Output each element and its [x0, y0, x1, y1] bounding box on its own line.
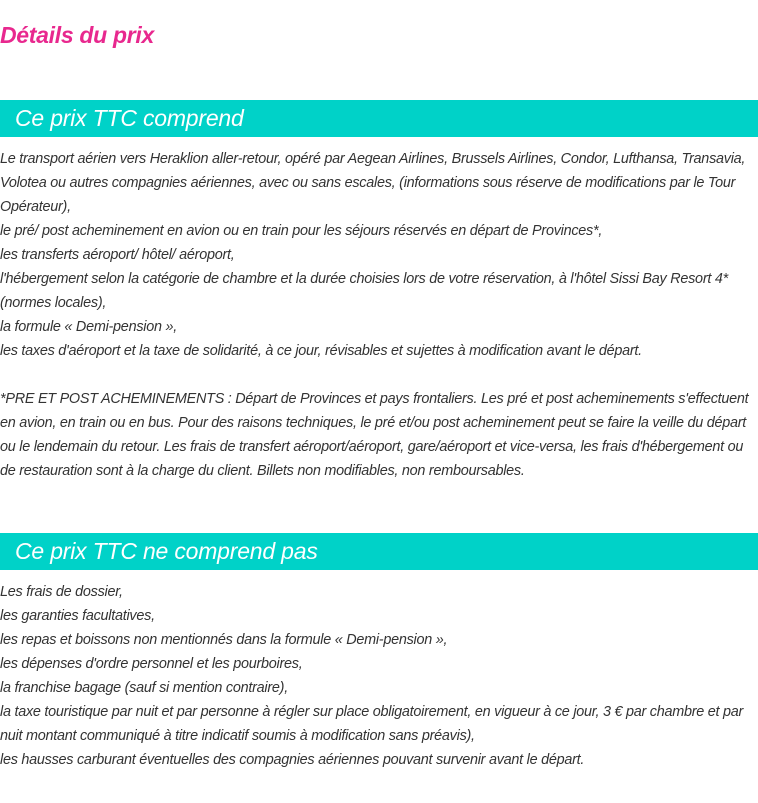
- includes-item-taxes: les taxes d'aéroport et la taxe de solidarité, à ce jour, révisables et sujettes à modification avant le départ.: [0, 343, 642, 359]
- page-title: Détails du prix: [0, 22, 154, 48]
- includes-item-pre-post-transport: le pré/ post acheminement en avion ou en train pour les séjours réservés en départ de Provinces*,: [0, 223, 603, 239]
- includes-list: [0, 147, 756, 363]
- excludes-item-fuel-surcharge: les hausses carburant éventuelles des compagnies aériennes pouvant survenir avant le départ.: [0, 752, 585, 768]
- excludes-item-baggage: la franchise bagage (sauf si mention contraire),: [0, 680, 288, 696]
- includes-item-accommodation: l'hébergement selon la catégorie de chambre et la durée choisies lors de votre réservation, à l'hôtel Sissi Bay Resort 4* (normes locales),: [0, 271, 728, 311]
- excludes-item-tourist-tax: la taxe touristique par nuit et par personne à régler sur place obligatoirement, en vigueur à ce jour, 3 € par chambre et par nuit montant communiqué à titre indicatif soumis à modification sans préavis),: [0, 704, 744, 744]
- includes-item-transfers: les transferts aéroport/ hôtel/ aéroport,: [0, 247, 235, 263]
- pre-post-transport-note: *PRE ET POST ACHEMINEMENTS : Départ de Provinces et pays frontaliers. Les pré et post acheminements s'effectuent en avion, en train ou en bus. Pour des raisons techniques, le pré et/ou post acheminement peut se faire la veille du départ ou le lendemain du retour. Les frais de transfert aéroport/aéroport, gare/aéroport et vice-versa, les frais d'hébergement ou de restauration sont à la charge du client. Billets non modifiables, non remboursables.: [0, 391, 749, 479]
- includes-item-transport: Le transport aérien vers Heraklion aller-retour, opéré par Aegean Airlines, Brussels Airlines, Condor, Lufthansa, Transavia, Volotea ou autres compagnies aériennes, avec ou sans escales, (informations sous réserve de modifications par le Tour Opérateur),: [0, 151, 746, 215]
- includes-item-board: la formule « Demi-pension »,: [0, 319, 177, 335]
- excludes-item-personal-expenses: les dépenses d'ordre personnel et les pourboires,: [0, 656, 303, 672]
- excludes-item-booking-fees: Les frais de dossier,: [0, 584, 123, 600]
- includes-section-header: Ce prix TTC comprend: [0, 100, 758, 137]
- excludes-list: [0, 580, 756, 772]
- excludes-item-insurance: les garanties facultatives,: [0, 608, 155, 624]
- excludes-item-meals: les repas et boissons non mentionnés dans la formule « Demi-pension »,: [0, 632, 448, 648]
- excludes-section-header: Ce prix TTC ne comprend pas: [0, 533, 758, 570]
